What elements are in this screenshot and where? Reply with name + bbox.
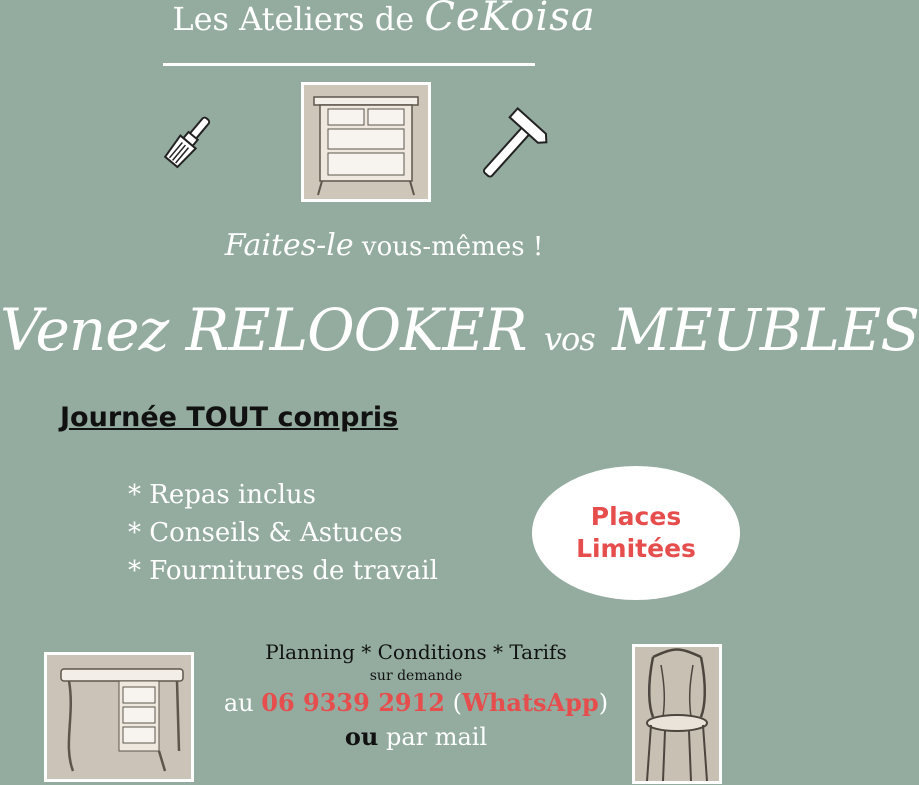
bullet-item: * Repas inclus <box>128 480 317 510</box>
badge-line-2: Limitées <box>576 534 696 563</box>
tagline <box>0 228 768 263</box>
info-line-mail <box>196 720 636 754</box>
paintbrush-icon <box>156 110 220 174</box>
page-title <box>0 0 768 40</box>
tagline-script: Faites-le <box>224 228 354 263</box>
info-line-planning: Planning * Conditions * Tarifs <box>265 640 567 664</box>
info-line-demande: sur demande <box>369 668 463 684</box>
headline-word-meubles: MEUBLES <box>612 296 919 364</box>
info-ou: ou <box>344 722 379 751</box>
bullet-item: * Conseils & Astuces <box>128 518 403 548</box>
dresser-photo <box>301 82 431 202</box>
headline <box>0 296 919 364</box>
badge-line-1: Places <box>590 502 682 531</box>
bullet-list <box>128 476 438 590</box>
paren-open: ( <box>452 689 462 717</box>
bullet-item: * Fournitures de travail <box>128 556 438 586</box>
whatsapp-label[interactable]: WhatsApp <box>462 688 599 717</box>
chair-photo <box>632 644 722 784</box>
info-line-phone <box>196 686 636 720</box>
phone-number[interactable]: 06 9339 2912 <box>261 688 445 717</box>
headline-word-relooker: RELOOKER <box>185 296 527 364</box>
desk-photo <box>44 652 194 782</box>
headline-word-vos: vos <box>543 320 595 358</box>
places-limitees-badge <box>532 466 740 600</box>
title-prefix: Les Ateliers de <box>172 0 415 38</box>
paren-close: ) <box>598 689 609 717</box>
info-au: au <box>223 689 254 717</box>
title-script: CeKoisa <box>424 0 596 40</box>
info-par-mail: par mail <box>385 723 488 751</box>
journee-heading: Journée TOUT compris <box>60 402 399 433</box>
tagline-rest: vous-mêmes ! <box>361 232 544 262</box>
hammer-icon <box>496 112 580 190</box>
title-divider <box>163 63 535 66</box>
headline-word-venez: Venez <box>0 296 169 364</box>
contact-info <box>196 638 636 754</box>
